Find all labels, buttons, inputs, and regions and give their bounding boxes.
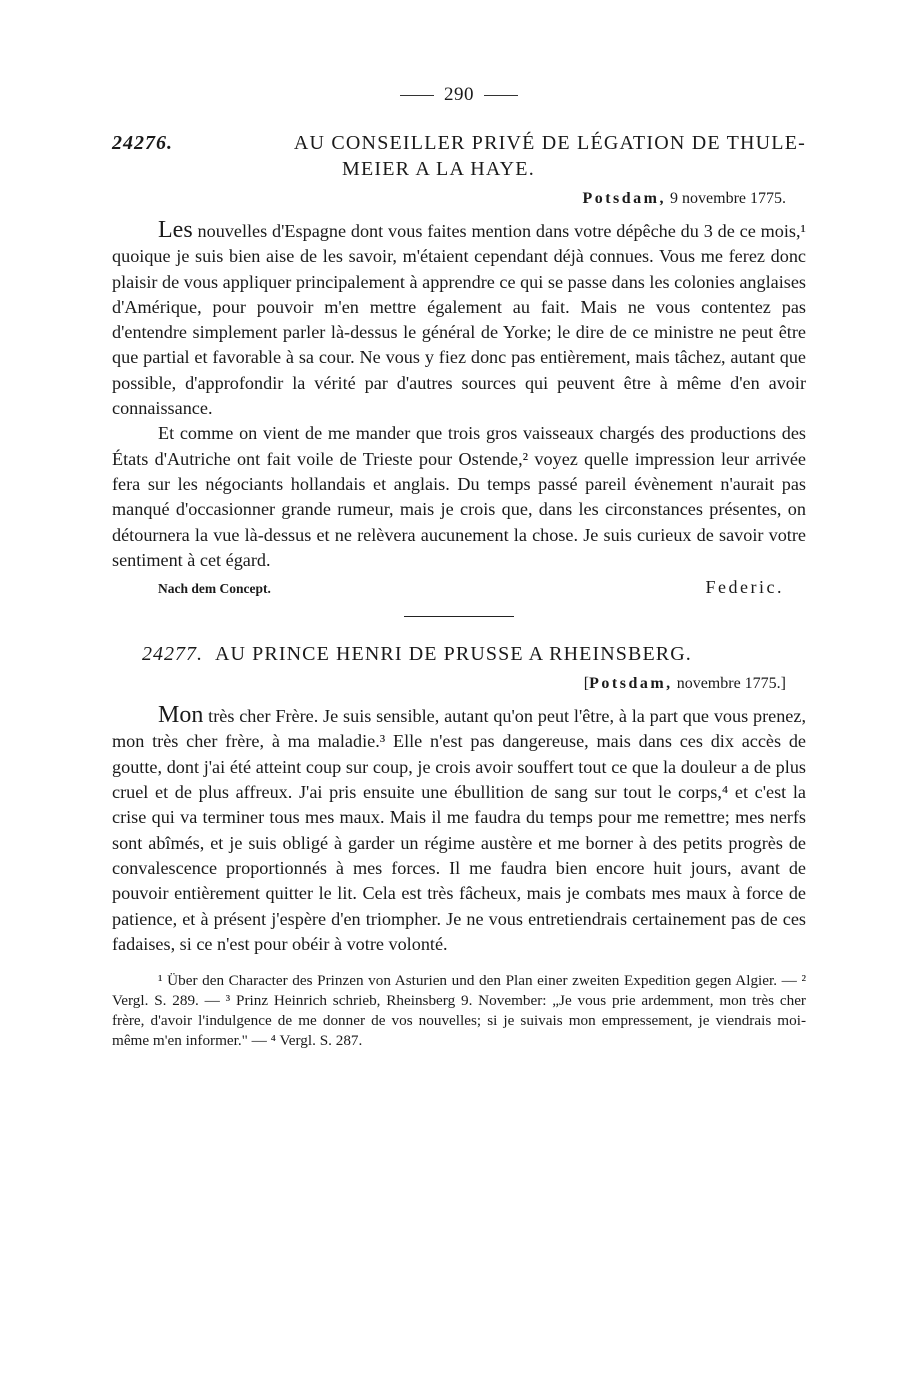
letter-number: 24276. xyxy=(112,132,173,154)
divider xyxy=(400,95,434,96)
paragraph: Mon très cher Frère. Je suis sensible, autant qu'on peut l'être, à la part que vous prenez, mon très cher frère, à ma maladie.³ Elle n'est pas dangereuse, mais dans ces dix accès de goutte, dont j'ai été atteint coup sur coup, je crois avoir souffert tout ce que la douleur a de plus cruel et de plus affreux. J'ai pris ensuite une ébullition de sang sur tout le corps,⁴ et c'est la crise qui va terminer tous mes maux. Mais il me faudra du temps pour me remettre; mes nerfs sont abîmés, et je suis obligé à garder un régime austère et me borner à des petits progrès de convalescence proportionnés à mes forces. Il me faudra bien encore huit jours, avant de pouvoir entièrement quitter le lit. Cela est très fâcheux, mais je combats mes maux à force de patience, et à présent j'espère d'en triompher. Je ne vous entretiendrais certainement pas de ces fadaises, si ce n'est pour obéir à votre volonté. xyxy=(112,702,806,954)
heading-line: AU PRINCE HENRI DE PRUSSE A RHEINSBERG. xyxy=(215,643,692,666)
divider xyxy=(484,95,518,96)
first-word: Les xyxy=(158,217,193,243)
heading-line: AU CONSEILLER PRIVÉ DE LÉGATION DE THULE- xyxy=(293,132,806,154)
heading-line: MEIER A LA HAYE. xyxy=(342,158,535,180)
date: 9 novembre 1775. xyxy=(670,190,786,207)
date: novembre 1775.] xyxy=(676,675,786,693)
dateline: [Potsdam, novembre 1775.] xyxy=(583,675,786,693)
letter-heading xyxy=(142,641,806,667)
source-note: Nach dem Concept. xyxy=(158,581,271,597)
signature: Federic. xyxy=(705,577,784,598)
first-word: Mon xyxy=(158,702,204,729)
letter-number: 24277. xyxy=(142,643,203,666)
place: Potsdam, xyxy=(589,675,673,693)
dateline xyxy=(112,190,786,208)
section-divider xyxy=(404,616,514,617)
page-number: 290 xyxy=(112,84,806,106)
paragraph: Et comme on vient de me mander que trois gros vaisseaux chargés des productions des États d'Autriche ont fait voile de Trieste pour Ostende,² voyez quelle impression leur arrivée fera sur les négociants hollandais et anglais. Du temps passé pareil évènement n'aurait pas manqué d'occasionner grande rumeur, mais je crois que, dans les circonstances présentes, on détournera la vue là-dessus et ne relèvera aucunement la chose. Je suis curieux de savoir votre sentiment à cet égard. xyxy=(112,423,806,570)
page xyxy=(112,84,806,1051)
footnotes: ¹ Über den Character des Prinzen von Asturien und den Plan einer zweiten Expedition gegen Algier. — ² Vergl. S. 289. — ³ Prinz Heinrich schrieb, Rheinsberg 9. November: „Je vous prie ardemment, mon très cher frère, d'avoir l'indulgence de me donner de vos nouvelles; si je suivais mon empressement, je viendrais moi-même m'en informer." — ⁴ Vergl. S. 287. xyxy=(112,972,806,1050)
paragraph: Les nouvelles d'Espagne dont vous faites mention dans votre dépêche du 3 de ce mois,¹ quoique je suis bien aise de les savoir, m'étaient cependant déjà connues. Vous me ferez donc plaisir de vous appliquer principalement à apprendre ce qui se passe dans les colonies anglaises d'Amérique, pour pouvoir m'en mettre également au fait. Mais ne vous contentez pas d'entendre simplement parler là-dessus le général de Yorke; le dire de ce ministre ne peut être que partial et favorable à sa cour. Ne vous y fiez donc pas entièrement, mais tâchez, autant que possible, d'approfondir la vérité par d'autres sources qui peuvent être à même d'en avoir connaissance. xyxy=(112,217,806,419)
place: Potsdam, xyxy=(582,190,667,207)
closing xyxy=(112,573,806,598)
letter-heading xyxy=(112,130,806,182)
